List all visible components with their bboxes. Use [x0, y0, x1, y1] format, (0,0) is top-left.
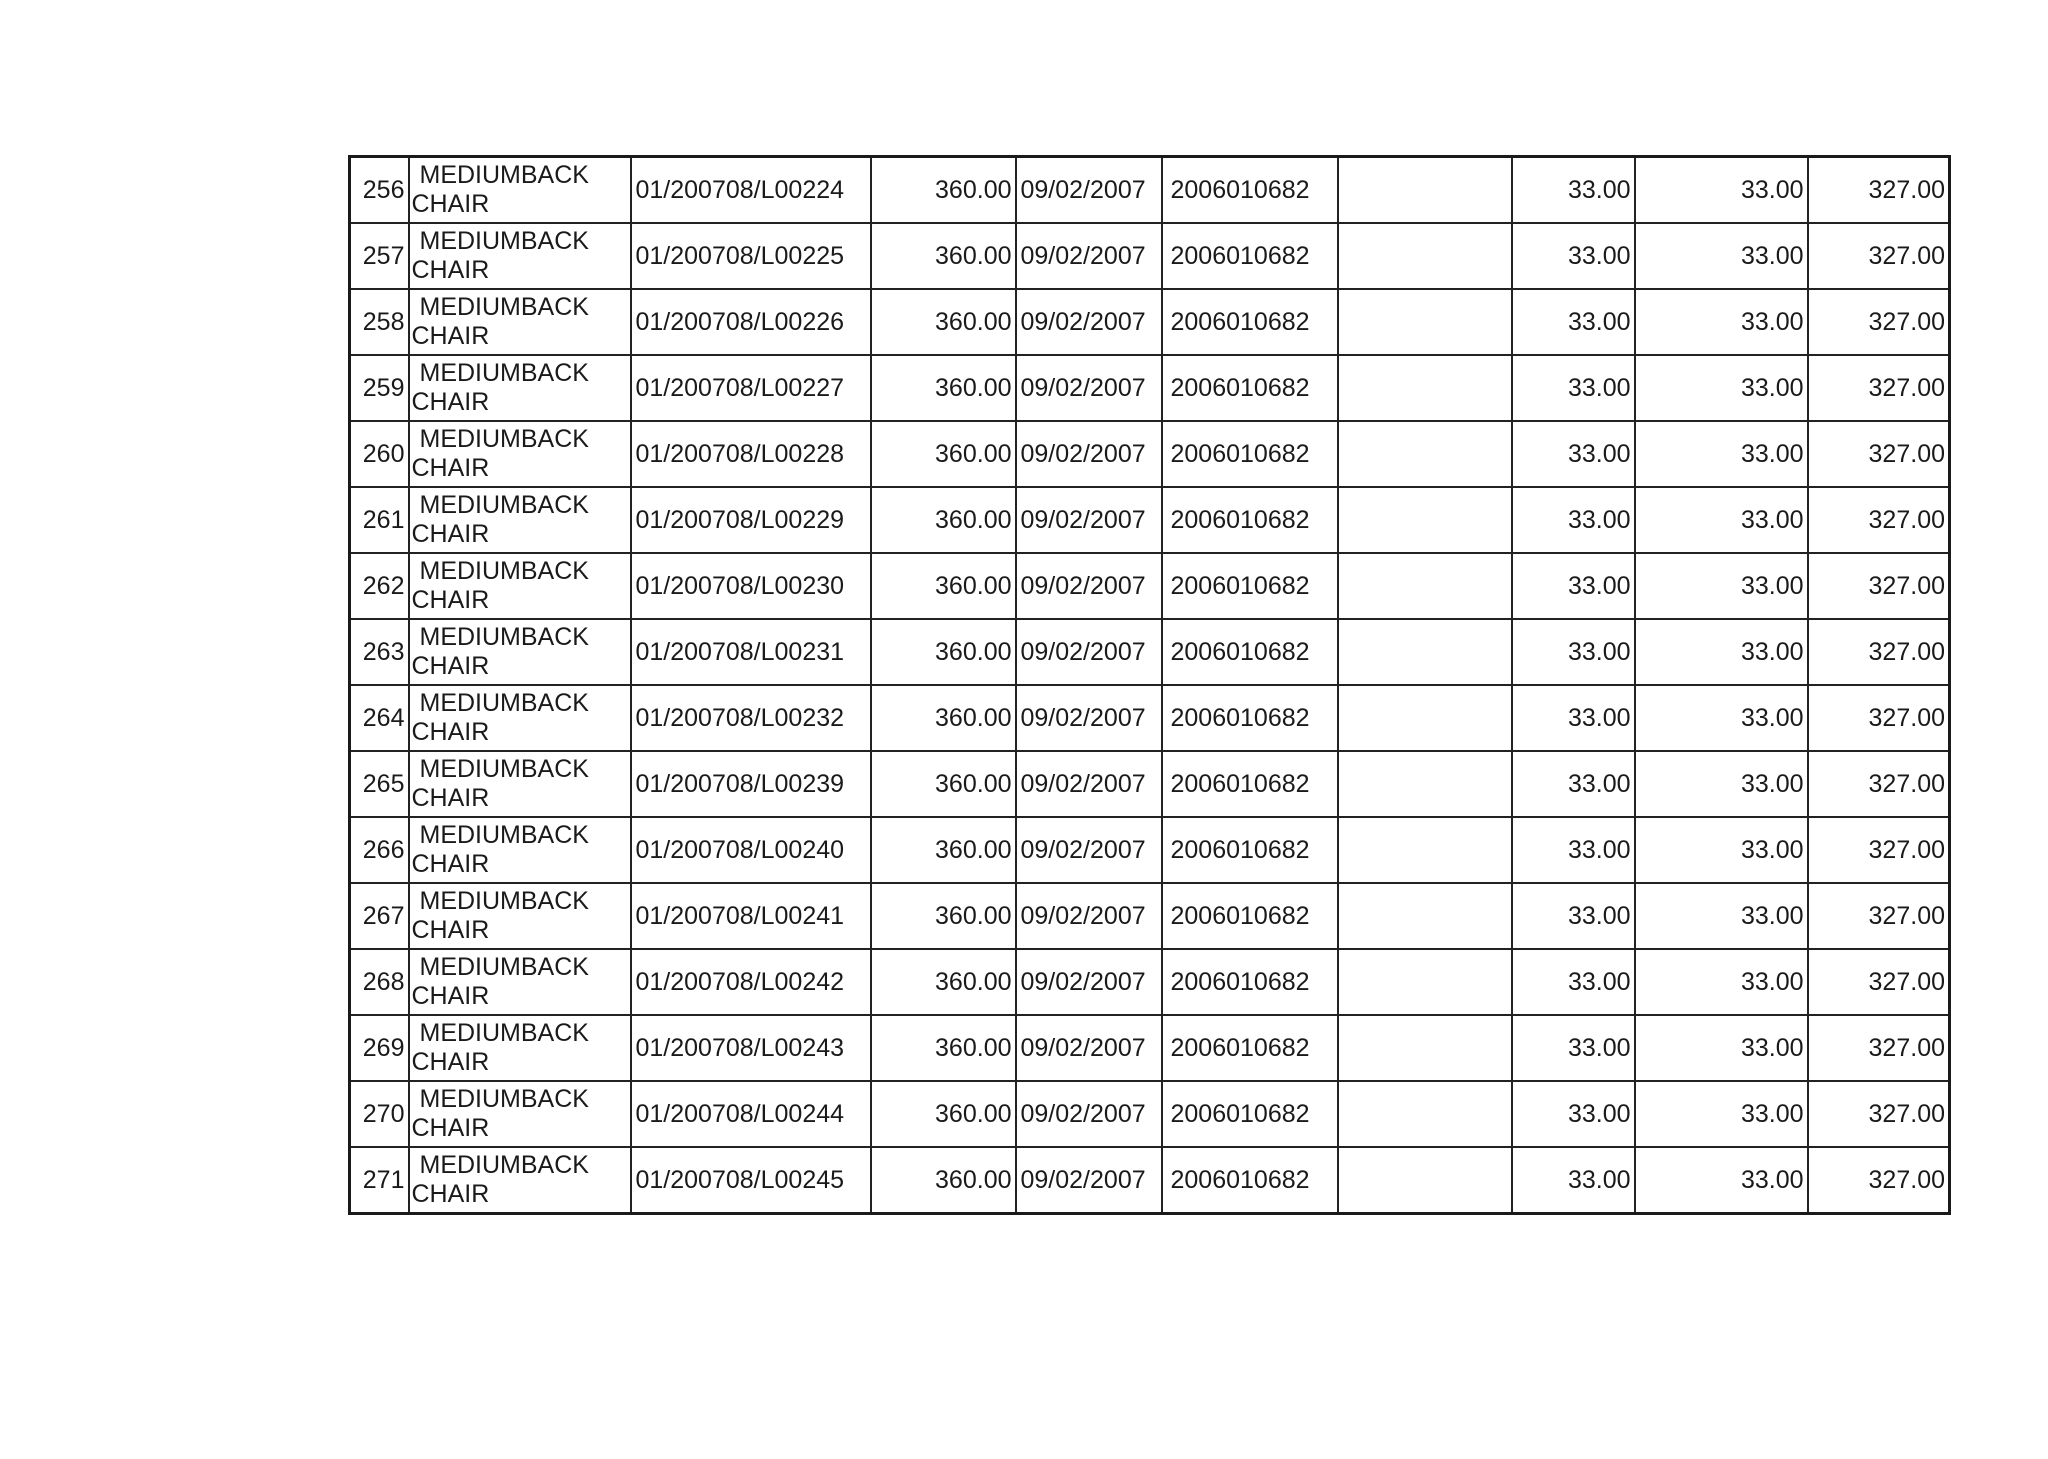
description-cell: [409, 223, 631, 289]
value-3-cell: 327.00: [1808, 685, 1950, 751]
value-3-cell: 327.00: [1808, 949, 1950, 1015]
description-line-1: MEDIUMBACK: [419, 755, 589, 783]
description-line-2: CHAIR: [411, 256, 490, 284]
blank-cell: [1338, 751, 1512, 817]
amount-cell: 360.00: [871, 421, 1016, 487]
date-cell: 09/02/2007: [1016, 157, 1162, 224]
table-row: [350, 751, 1950, 817]
table-row: [350, 949, 1950, 1015]
code-cell: 2006010682: [1162, 1081, 1338, 1147]
description-line-1: MEDIUMBACK: [419, 425, 589, 453]
date-cell: 09/02/2007: [1016, 421, 1162, 487]
date-cell: 09/02/2007: [1016, 619, 1162, 685]
table-row: [350, 883, 1950, 949]
reference-number-cell: 01/200708/L00224: [631, 157, 871, 224]
reference-number-cell: 01/200708/L00230: [631, 553, 871, 619]
serial-number-cell: 269: [350, 1015, 409, 1081]
value-2-cell: 33.00: [1635, 1015, 1808, 1081]
serial-number-cell: 268: [350, 949, 409, 1015]
amount-cell: 360.00: [871, 487, 1016, 553]
value-1-cell: 33.00: [1512, 223, 1635, 289]
value-2-cell: 33.00: [1635, 157, 1808, 224]
reference-number-cell: 01/200708/L00241: [631, 883, 871, 949]
description-line-2: CHAIR: [411, 322, 490, 350]
table-row: [350, 223, 1950, 289]
amount-cell: 360.00: [871, 1081, 1016, 1147]
blank-cell: [1338, 685, 1512, 751]
description-line-1: MEDIUMBACK: [419, 821, 589, 849]
reference-number-cell: 01/200708/L00232: [631, 685, 871, 751]
table-row: [350, 685, 1950, 751]
table-row: [350, 487, 1950, 553]
code-cell: 2006010682: [1162, 487, 1338, 553]
description-cell: [409, 157, 631, 224]
value-2-cell: 33.00: [1635, 751, 1808, 817]
description-cell: [409, 553, 631, 619]
description-line-1: MEDIUMBACK: [419, 359, 589, 387]
amount-cell: 360.00: [871, 949, 1016, 1015]
description-cell: [409, 1081, 631, 1147]
date-cell: 09/02/2007: [1016, 817, 1162, 883]
reference-number-cell: 01/200708/L00245: [631, 1147, 871, 1214]
reference-number-cell: 01/200708/L00240: [631, 817, 871, 883]
value-1-cell: 33.00: [1512, 1081, 1635, 1147]
value-2-cell: 33.00: [1635, 1081, 1808, 1147]
date-cell: 09/02/2007: [1016, 883, 1162, 949]
date-cell: 09/02/2007: [1016, 1081, 1162, 1147]
value-2-cell: 33.00: [1635, 355, 1808, 421]
description-cell: [409, 949, 631, 1015]
blank-cell: [1338, 289, 1512, 355]
description-line-2: CHAIR: [411, 520, 490, 548]
description-cell: [409, 355, 631, 421]
description-line-1: MEDIUMBACK: [419, 953, 589, 981]
blank-cell: [1338, 1015, 1512, 1081]
reference-number-cell: 01/200708/L00239: [631, 751, 871, 817]
description-line-2: CHAIR: [411, 982, 490, 1010]
description-line-2: CHAIR: [411, 850, 490, 878]
reference-number-cell: 01/200708/L00226: [631, 289, 871, 355]
description-line-1: MEDIUMBACK: [419, 557, 589, 585]
description-line-1: MEDIUMBACK: [419, 887, 589, 915]
value-1-cell: 33.00: [1512, 157, 1635, 224]
serial-number-cell: 270: [350, 1081, 409, 1147]
date-cell: 09/02/2007: [1016, 487, 1162, 553]
value-2-cell: 33.00: [1635, 289, 1808, 355]
blank-cell: [1338, 883, 1512, 949]
description-line-2: CHAIR: [411, 1114, 490, 1142]
description-cell: [409, 685, 631, 751]
blank-cell: [1338, 949, 1512, 1015]
amount-cell: 360.00: [871, 1015, 1016, 1081]
description-cell: [409, 421, 631, 487]
table-row: [350, 553, 1950, 619]
date-cell: 09/02/2007: [1016, 685, 1162, 751]
amount-cell: 360.00: [871, 289, 1016, 355]
date-cell: 09/02/2007: [1016, 289, 1162, 355]
value-1-cell: 33.00: [1512, 421, 1635, 487]
description-line-1: MEDIUMBACK: [419, 227, 589, 255]
value-1-cell: 33.00: [1512, 949, 1635, 1015]
table-row: [350, 619, 1950, 685]
blank-cell: [1338, 553, 1512, 619]
value-3-cell: 327.00: [1808, 223, 1950, 289]
blank-cell: [1338, 1081, 1512, 1147]
value-1-cell: 33.00: [1512, 1015, 1635, 1081]
code-cell: 2006010682: [1162, 223, 1338, 289]
value-1-cell: 33.00: [1512, 553, 1635, 619]
date-cell: 09/02/2007: [1016, 355, 1162, 421]
table-row: [350, 817, 1950, 883]
description-line-1: MEDIUMBACK: [419, 689, 589, 717]
description-cell: [409, 487, 631, 553]
amount-cell: 360.00: [871, 157, 1016, 224]
table-body: [350, 157, 1950, 1214]
table-row: [350, 421, 1950, 487]
table-row: [350, 1015, 1950, 1081]
amount-cell: 360.00: [871, 355, 1016, 421]
code-cell: 2006010682: [1162, 949, 1338, 1015]
value-3-cell: 327.00: [1808, 751, 1950, 817]
date-cell: 09/02/2007: [1016, 223, 1162, 289]
code-cell: 2006010682: [1162, 355, 1338, 421]
serial-number-cell: 264: [350, 685, 409, 751]
description-line-2: CHAIR: [411, 784, 490, 812]
serial-number-cell: 265: [350, 751, 409, 817]
serial-number-cell: 262: [350, 553, 409, 619]
amount-cell: 360.00: [871, 751, 1016, 817]
amount-cell: 360.00: [871, 817, 1016, 883]
reference-number-cell: 01/200708/L00225: [631, 223, 871, 289]
value-1-cell: 33.00: [1512, 487, 1635, 553]
description-cell: [409, 1147, 631, 1214]
value-2-cell: 33.00: [1635, 421, 1808, 487]
value-1-cell: 33.00: [1512, 619, 1635, 685]
value-2-cell: 33.00: [1635, 883, 1808, 949]
table-row: [350, 289, 1950, 355]
blank-cell: [1338, 355, 1512, 421]
serial-number-cell: 256: [350, 157, 409, 224]
reference-number-cell: 01/200708/L00243: [631, 1015, 871, 1081]
code-cell: 2006010682: [1162, 553, 1338, 619]
description-line-2: CHAIR: [411, 388, 490, 416]
description-line-2: CHAIR: [411, 1048, 490, 1076]
value-1-cell: 33.00: [1512, 751, 1635, 817]
code-cell: 2006010682: [1162, 883, 1338, 949]
table-row: [350, 157, 1950, 224]
description-cell: [409, 751, 631, 817]
amount-cell: 360.00: [871, 553, 1016, 619]
value-1-cell: 33.00: [1512, 1147, 1635, 1214]
reference-number-cell: 01/200708/L00231: [631, 619, 871, 685]
value-1-cell: 33.00: [1512, 289, 1635, 355]
description-line-2: CHAIR: [411, 916, 490, 944]
blank-cell: [1338, 157, 1512, 224]
serial-number-cell: 257: [350, 223, 409, 289]
description-cell: [409, 1015, 631, 1081]
amount-cell: 360.00: [871, 883, 1016, 949]
value-1-cell: 33.00: [1512, 355, 1635, 421]
description-line-2: CHAIR: [411, 190, 490, 218]
description-line-1: MEDIUMBACK: [419, 1019, 589, 1047]
description-cell: [409, 883, 631, 949]
blank-cell: [1338, 487, 1512, 553]
serial-number-cell: 258: [350, 289, 409, 355]
value-1-cell: 33.00: [1512, 685, 1635, 751]
reference-number-cell: 01/200708/L00244: [631, 1081, 871, 1147]
value-2-cell: 33.00: [1635, 553, 1808, 619]
code-cell: 2006010682: [1162, 685, 1338, 751]
code-cell: 2006010682: [1162, 289, 1338, 355]
value-1-cell: 33.00: [1512, 817, 1635, 883]
description-line-2: CHAIR: [411, 718, 490, 746]
blank-cell: [1338, 817, 1512, 883]
description-line-1: MEDIUMBACK: [419, 1151, 589, 1179]
description-cell: [409, 619, 631, 685]
table-row: [350, 1147, 1950, 1214]
date-cell: 09/02/2007: [1016, 553, 1162, 619]
description-line-1: MEDIUMBACK: [419, 161, 589, 189]
value-2-cell: 33.00: [1635, 949, 1808, 1015]
value-3-cell: 327.00: [1808, 355, 1950, 421]
reference-number-cell: 01/200708/L00227: [631, 355, 871, 421]
code-cell: 2006010682: [1162, 751, 1338, 817]
value-2-cell: 33.00: [1635, 223, 1808, 289]
value-2-cell: 33.00: [1635, 619, 1808, 685]
serial-number-cell: 271: [350, 1147, 409, 1214]
value-3-cell: 327.00: [1808, 421, 1950, 487]
description-line-2: CHAIR: [411, 454, 490, 482]
value-3-cell: 327.00: [1808, 157, 1950, 224]
description-line-1: MEDIUMBACK: [419, 623, 589, 651]
value-2-cell: 33.00: [1635, 1147, 1808, 1214]
blank-cell: [1338, 1147, 1512, 1214]
serial-number-cell: 261: [350, 487, 409, 553]
description-line-2: CHAIR: [411, 652, 490, 680]
blank-cell: [1338, 223, 1512, 289]
serial-number-cell: 267: [350, 883, 409, 949]
code-cell: 2006010682: [1162, 619, 1338, 685]
blank-cell: [1338, 421, 1512, 487]
amount-cell: 360.00: [871, 223, 1016, 289]
description-line-2: CHAIR: [411, 1180, 490, 1208]
code-cell: 2006010682: [1162, 1015, 1338, 1081]
description-cell: [409, 817, 631, 883]
reference-number-cell: 01/200708/L00229: [631, 487, 871, 553]
reference-number-cell: 01/200708/L00242: [631, 949, 871, 1015]
value-3-cell: 327.00: [1808, 1015, 1950, 1081]
value-3-cell: 327.00: [1808, 1081, 1950, 1147]
amount-cell: 360.00: [871, 619, 1016, 685]
amount-cell: 360.00: [871, 1147, 1016, 1214]
value-3-cell: 327.00: [1808, 1147, 1950, 1214]
code-cell: 2006010682: [1162, 157, 1338, 224]
value-2-cell: 33.00: [1635, 487, 1808, 553]
code-cell: 2006010682: [1162, 817, 1338, 883]
blank-cell: [1338, 619, 1512, 685]
date-cell: 09/02/2007: [1016, 751, 1162, 817]
value-2-cell: 33.00: [1635, 817, 1808, 883]
serial-number-cell: 263: [350, 619, 409, 685]
description-cell: [409, 289, 631, 355]
value-3-cell: 327.00: [1808, 817, 1950, 883]
serial-number-cell: 260: [350, 421, 409, 487]
value-3-cell: 327.00: [1808, 619, 1950, 685]
table-row: [350, 355, 1950, 421]
amount-cell: 360.00: [871, 685, 1016, 751]
value-3-cell: 327.00: [1808, 487, 1950, 553]
serial-number-cell: 266: [350, 817, 409, 883]
serial-number-cell: 259: [350, 355, 409, 421]
code-cell: 2006010682: [1162, 1147, 1338, 1214]
date-cell: 09/02/2007: [1016, 1015, 1162, 1081]
value-3-cell: 327.00: [1808, 553, 1950, 619]
value-2-cell: 33.00: [1635, 685, 1808, 751]
description-line-1: MEDIUMBACK: [419, 293, 589, 321]
value-1-cell: 33.00: [1512, 883, 1635, 949]
date-cell: 09/02/2007: [1016, 1147, 1162, 1214]
date-cell: 09/02/2007: [1016, 949, 1162, 1015]
value-3-cell: 327.00: [1808, 289, 1950, 355]
asset-register-table: [348, 155, 1951, 1215]
value-3-cell: 327.00: [1808, 883, 1950, 949]
code-cell: 2006010682: [1162, 421, 1338, 487]
description-line-2: CHAIR: [411, 586, 490, 614]
description-line-1: MEDIUMBACK: [419, 491, 589, 519]
table-row: [350, 1081, 1950, 1147]
description-line-1: MEDIUMBACK: [419, 1085, 589, 1113]
reference-number-cell: 01/200708/L00228: [631, 421, 871, 487]
